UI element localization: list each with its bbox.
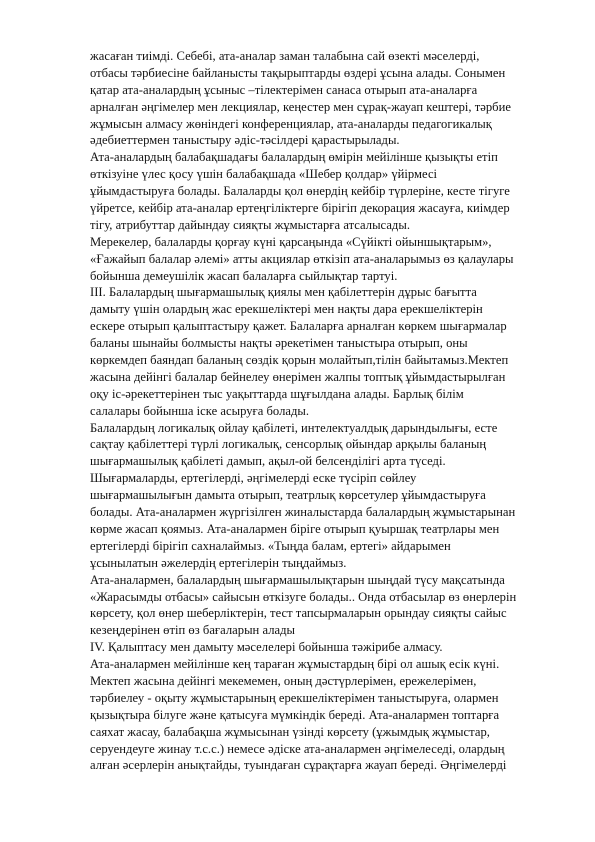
text-line: «Ғажайып балалар әлемі» атты акциялар өткізіп ата-аналарымыз өз қалаулары bbox=[90, 251, 514, 266]
text-line: салалары бойынша іске асыруға болады. bbox=[90, 403, 310, 418]
text-line: үйретсе, кейбір ата-аналар ертеңгіліктерге бірігіп декорация жасауға, киімдер bbox=[90, 201, 510, 216]
text-line: сақтау қабілеттері түрлі логикалық, сенсорлық ойындар арқылы баланың bbox=[90, 437, 487, 452]
text-line: арналған әңгімелер мен лекциялар, кеңестер мен сұрақ-жауап кештері, тәрбие bbox=[90, 99, 511, 114]
text-line: ұйымдастыруға болады. Балаларды қол өнердің кейбір түрлеріне, кесте тігуге bbox=[90, 184, 510, 199]
text-line: шығармашылығын дамыта отырып, театрлық көрсетулер ұйымдастыруға bbox=[90, 488, 486, 503]
text-line: қатар ата-аналардың ұсыныс –тілектерімен санаса отырып ата-аналарға bbox=[90, 82, 478, 97]
text-line: дамыту үшін олардың жас ерекшеліктері мен нақты дара ерекшеліктерін bbox=[90, 302, 483, 317]
text-line: алған әсерлерін анықтайды, туындаған сұрақтарға жауап береді. Әңгімелерді bbox=[90, 758, 507, 773]
text-line: қызықтыра білуге және қатысуға мүмкіндік береді. Ата-аналармен топтарға bbox=[90, 707, 500, 722]
text-line: ескере отырып қалыптастыру қажет. Балаларға арналған көркем шығармалар bbox=[90, 319, 507, 334]
text-line: IV. Қалыптасу мен дамыту мәселелері бойынша тәжірибе алмасу. bbox=[90, 640, 443, 655]
text-line: көрсету, қол өнер шеберліктерін, тест тапсырмаларын орындау сияқты сайыс bbox=[90, 606, 507, 621]
text-line: шығармашылық қабілеті дамып, ақыл-ой белсенділігі арта түседі. bbox=[90, 454, 446, 469]
text-line: тігу, атрибуттар дайындау сияқты жұмыстарға атсалысады. bbox=[90, 217, 411, 232]
text-line: Ата-аналармен мейілінше кең тараған жұмыстардың бірі ол ашық есік күні. bbox=[90, 657, 500, 672]
text-line: саяхат жасау, балабақша жұмысынан үзінді көрсету (ұжымдық жұмыстар, bbox=[90, 724, 490, 739]
text-line: баланы шынайы болмысты нақты әрекетімен таныстыра отырып, оны bbox=[90, 336, 468, 351]
text-line: ІІІ. Балалардың шығармашылық қиялы мен қабілеттерін дұрыс бағытта bbox=[90, 285, 477, 300]
body-text bbox=[90, 48, 545, 774]
text-line: жасына дейінгі балалар бейнелеу өнерімен жалпы топтық ұйымдастырылған bbox=[90, 369, 506, 384]
text-line: ұсынылатын әжелердің ертегілерін тыңдаймыз. bbox=[90, 555, 347, 570]
text-line: болады. Ата-аналармен жүргізілген жиналыстарда балалардың жұмыстарынан bbox=[90, 505, 516, 520]
text-line: бойынша демеушілік жасап балаларға сыйлықтар тартуі. bbox=[90, 268, 398, 283]
text-line: «Жарасымды отбасы» сайысын өткізуге болады.. Онда отбасылар өз өнерлерін bbox=[90, 589, 517, 604]
text-line: жасаған тиімді. Себебі, ата-аналар заман талабына сай өзекті мәселерді, bbox=[90, 49, 480, 63]
text-line: ертегілерді бірігіп сахналаймыз. «Тыңда балам, ертегі» айдарымен bbox=[90, 538, 451, 553]
text-line: отбасы тәрбиесіне байланысты тақырыптарды өздері ұсына алады. Сонымен bbox=[90, 65, 506, 80]
text-line: Шығармаларды, ертегілерді, әңгімелерді еске түсіріп сөйлеу bbox=[90, 471, 417, 486]
text-line: Ата-аналармен, балалардың шығармашылықтарын шыңдай түсу мақсатында bbox=[90, 572, 505, 587]
text-line: көрме жасап қоямыз. Ата-аналармен біріге отырып қуыршақ театрлары мен bbox=[90, 521, 500, 536]
text-line: серуендеуге жинау т.с.с.) немесе әдіске ата-аналармен әңгімелеседі, олардың bbox=[90, 741, 505, 756]
text-line: өткізуіне үлес қосу үшін балабақшада «Шебер қолдар» үйірмесі bbox=[90, 167, 438, 182]
text-line: Ата-аналардың балабақшадағы балалардың өмірін мейілінше қызықты етіп bbox=[90, 150, 498, 165]
text-line: тәрбиелеу - оқыту жұмыстарының ерекшеліктерімен таныстыруға, олармен bbox=[90, 690, 499, 705]
text-line: Мектеп жасына дейінгі мекемемен, оның дәстүрлерімен, ережелерімен, bbox=[90, 673, 477, 688]
text-line: оқу іс-әрекеттерінен тыс уақыттарда шұғылдана алады. Барлық білім bbox=[90, 386, 464, 401]
text-line: әдебиеттермен таныстыру әдіс-тәсілдері қарастырылады. bbox=[90, 133, 400, 148]
text-line: жұмысын алмасу жөніндегі конференциялар, ата-аналарды педагогикалық bbox=[90, 116, 492, 131]
text-line: Мерекелер, балаларды қорғау күні қарсаңында «Сүйікті ойыншықтарым», bbox=[90, 234, 492, 249]
text-line: Балалардың логикалық ойлау қабілеті, интелектуалдық дарындылығы, есте bbox=[90, 420, 498, 435]
text-line: кезеңдерінен өтіп өз бағаларын алады bbox=[90, 623, 296, 638]
text-line: көркемдеп баяндап баланың сөздік қорын молайтып,тілін байытамыз.Мектеп bbox=[90, 353, 509, 368]
